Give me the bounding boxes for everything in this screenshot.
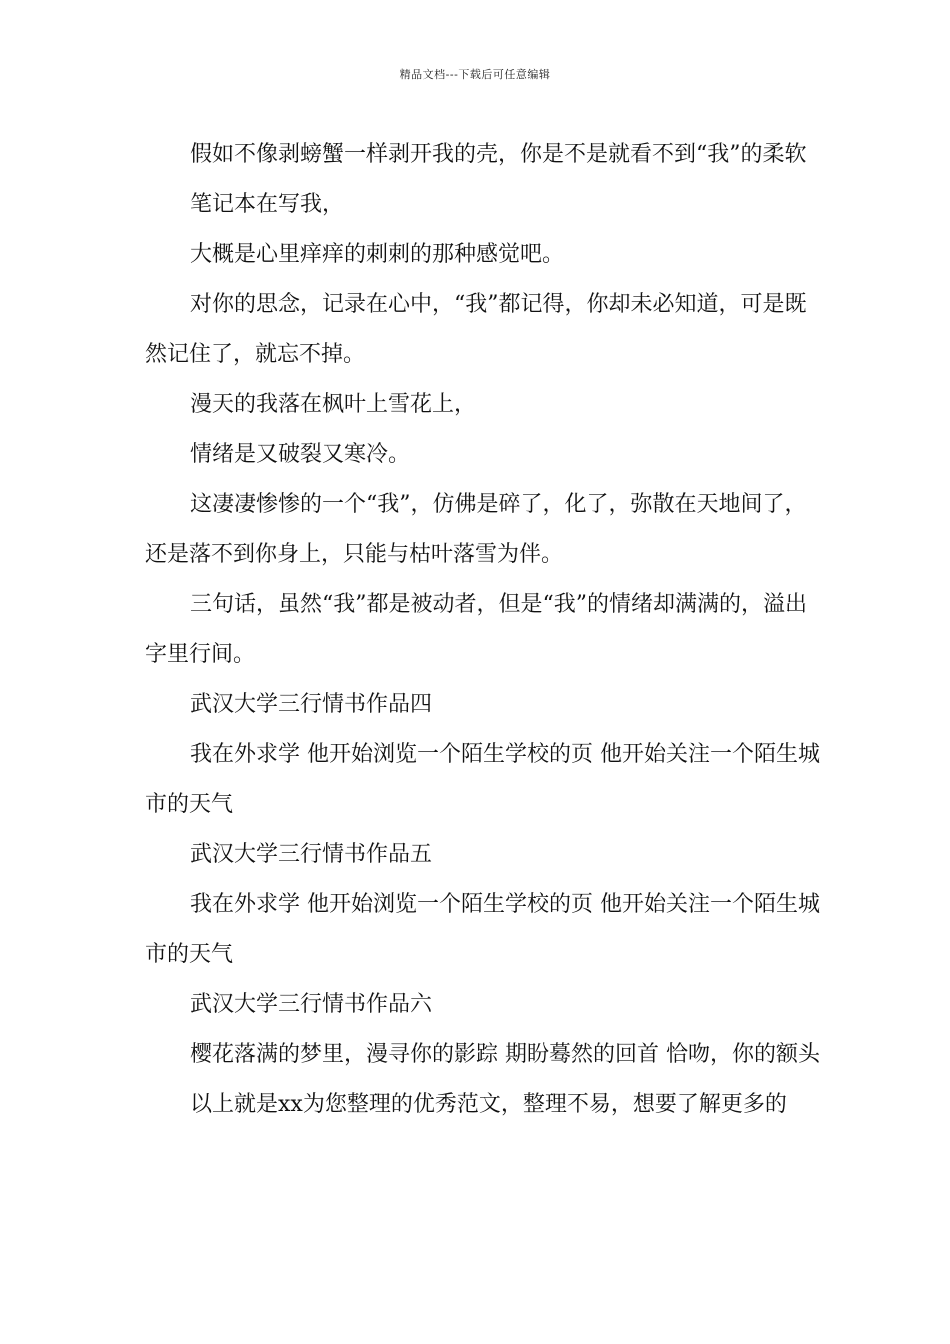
paragraph: 笔记本在写我，: [190, 192, 345, 217]
paragraph: 这凄凄惨惨的一个“我”，仿佛是碎了，化了，弥散在天地间了，还是落不到你身上，只能与枯叶落雪为伴。: [145, 492, 807, 567]
paragraph: 假如不像剥螃蟹一样剥开我的壳，你是不是就看不到“我”的柔软: [190, 142, 807, 167]
paragraph: 情绪是又破裂又寒冷。: [190, 442, 411, 467]
paragraph: 以上就是xx为您整理的优秀范文，整理不易，想要了解更多的: [190, 1092, 787, 1117]
paragraph: 对你的思念，记录在心中，“我”都记得，你却未必知道，可是既然记住了，就忘不掉。: [145, 292, 807, 367]
section-title: 武汉大学三行情书作品四: [190, 692, 433, 717]
paragraph: 我在外求学 他开始浏览一个陌生学校的页 他开始关注一个陌生城市的天气: [145, 892, 820, 967]
page-header: 精品文档---下载后可任意编辑: [399, 68, 551, 81]
section-title: 武汉大学三行情书作品五: [190, 842, 433, 867]
paragraph: 樱花落满的梦里，漫寻你的影踪 期盼蓦然的回首 恰吻，你的额头: [190, 1042, 820, 1067]
section-title: 武汉大学三行情书作品六: [190, 992, 433, 1017]
paragraph: 三句话，虽然“我”都是被动者，但是“我”的情绪却满满的，溢出字里行间。: [145, 592, 807, 667]
document-body: [145, 130, 820, 1130]
paragraph: 我在外求学 他开始浏览一个陌生学校的页 他开始关注一个陌生城市的天气: [145, 742, 820, 817]
paragraph: 漫天的我落在枫叶上雪花上，: [190, 392, 477, 417]
paragraph: 大概是心里痒痒的刺刺的那种感觉吧。: [190, 242, 565, 267]
